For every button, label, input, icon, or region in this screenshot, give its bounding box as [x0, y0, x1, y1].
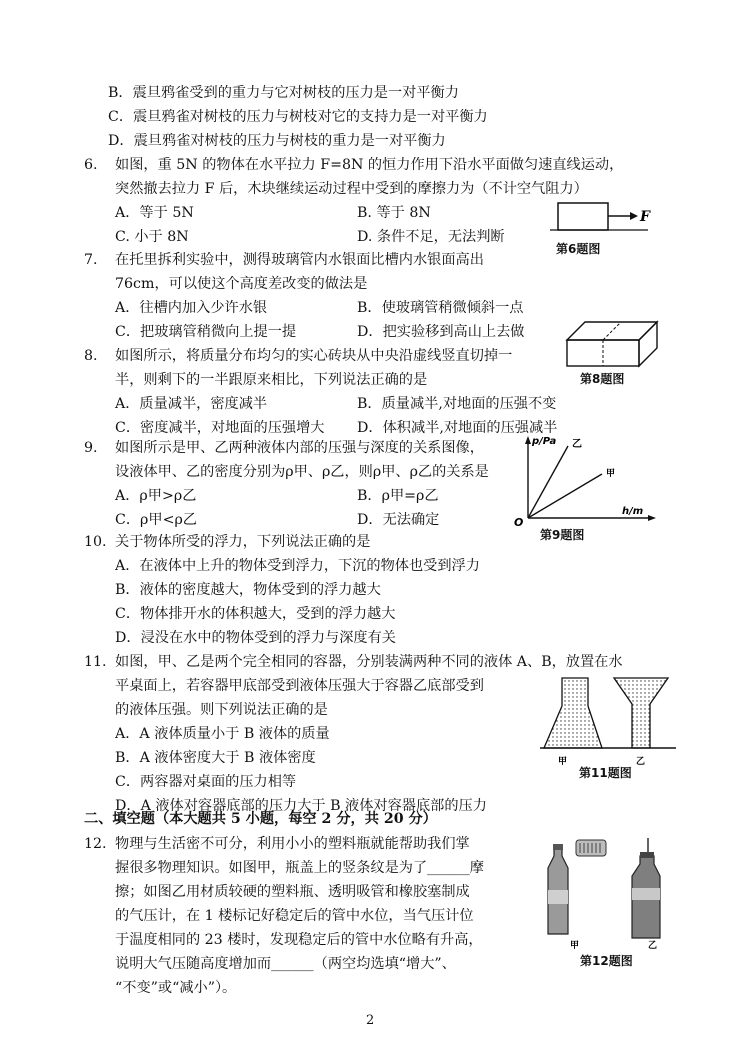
- q11-option-d: D．A 液体对容器底部的压力大于 B 液体对容器底部的压力: [115, 798, 487, 814]
- q10-option-a: A．在液体中上升的物体受到浮力，下沉的物体也受到浮力: [115, 558, 480, 574]
- q11-label-yi: 乙: [636, 757, 646, 767]
- q8-stem-line1: 如图所示，将质量分布均匀的实心砖块从中央沿虚线竖直切掉一: [115, 348, 513, 364]
- q5-option-c: C．震旦鸦雀对树枝的压力与树枝对它的支持力是一对平衡力: [108, 109, 488, 125]
- q6-stem-line2: 突然撤去拉力 F 后，木块继续运动过程中受到的摩擦力为（不计空气阻力）: [115, 181, 588, 197]
- q11-stem-line3: 的液体压强。则下列说法正确的是: [115, 702, 328, 718]
- q12-line3: 擦；如图乙用材质较硬的塑料瓶、透明吸管和橡胶塞制成: [115, 884, 470, 900]
- q9-number: 9.: [84, 440, 98, 456]
- q9-pressure-depth-graph: [510, 434, 660, 526]
- q5-option-d: D．震旦鸦雀对树枝的压力与树枝的重力是一对平衡力: [108, 133, 446, 149]
- q12-label-jia: 甲: [570, 941, 580, 950]
- q6-option-b: B. 等于 8N: [357, 205, 431, 221]
- q11-option-c: C．两容器对桌面的压力相等: [115, 774, 297, 790]
- q12-line2: 握很多物理知识。如图甲，瓶盖上的竖条纹是为了______摩: [115, 860, 484, 876]
- q10-stem: 关于物体所受的浮力，下列说法正确的是: [115, 534, 371, 550]
- q11-figure-containers: [540, 676, 680, 768]
- q6-force-label: F: [640, 209, 650, 225]
- q9-option-b: B．ρ甲=ρ乙: [357, 488, 439, 504]
- q12-line5: 于温度相同的 23 楼时，发现稳定后的管中水位略有升高，: [115, 932, 483, 948]
- q7-option-a: A．往槽内加入少许水银: [115, 300, 268, 316]
- q5-option-b: B．震旦鸦雀受到的重力与它对树枝的压力是一对平衡力: [108, 85, 459, 101]
- q6-option-a: A．等于 5N: [115, 205, 194, 221]
- q9-option-c: C．ρ甲<ρ乙: [115, 512, 197, 528]
- q8-option-a: A．质量减半，密度减半: [115, 396, 268, 412]
- q10-option-b: B．液体的密度越大，物体受到的浮力越大: [115, 582, 381, 598]
- q12-number: 12.: [84, 836, 107, 852]
- q12-caption: 第12题图: [580, 954, 633, 968]
- section-2-title: 二、填空题（本大题共 5 小题，每空 2 分，共 20 分）: [84, 811, 437, 827]
- q7-option-c: C．把玻璃管稍微向上提一提: [115, 324, 297, 340]
- q11-container-yi: [614, 678, 668, 748]
- q9-line-jia-label: 甲: [606, 469, 616, 479]
- q11-stem-line2: 平桌面上，若容器甲底部受到液体压强大于容器乙底部受到: [115, 678, 484, 694]
- q6-caption: 第6题图: [556, 242, 601, 256]
- q8-option-c: C．密度减半，对地面的压强增大: [115, 420, 325, 436]
- q9-x-axis-label: h/m: [622, 506, 644, 517]
- q8-option-b: B．质量减半,对地面的压强不变: [357, 396, 557, 412]
- page-number: 2: [366, 1013, 375, 1028]
- q8-figure-brick: [563, 318, 663, 370]
- q9-stem-line1: 如图所示是甲、乙两种液体内部的压强与深度的关系图像，: [115, 440, 484, 456]
- q9-option-a: A．ρ甲>ρ乙: [115, 488, 197, 504]
- q12-figure-bottles: [536, 838, 666, 950]
- q6-option-d: D. 条件不足，无法判断: [357, 229, 505, 245]
- q9-line-jia: [528, 474, 602, 518]
- q8-stem-line2: 半，则剩下的一半跟原来相比，下列说法正确的是: [115, 372, 428, 388]
- q11-option-b: B．A 液体密度大于 B 液体密度: [115, 750, 316, 766]
- q9-option-d: D．无法确定: [357, 512, 440, 528]
- q6-stem-line1: 如图，重 5N 的物体在水平拉力 F=8N 的恒力作用下沿水平面做匀速直线运动，: [115, 157, 624, 173]
- q6-number: 6.: [84, 157, 98, 173]
- q12-line7: “不变”或“减小”）。: [115, 980, 237, 996]
- q8-option-d: D．体积减半,对地面的压强减半: [357, 420, 558, 436]
- q9-line-yi: [528, 446, 568, 518]
- q7-option-d: D．把实验移到高山上去做: [357, 324, 525, 340]
- q6-figure-block: [548, 200, 658, 240]
- q11-number: 11.: [84, 654, 107, 670]
- q11-stem-line1: 如图，甲、乙是两个完全相同的容器，分别装满两种不同的液体 A、B，放置在水: [115, 654, 623, 670]
- q12-line1: 物理与生活密不可分，利用小小的塑料瓶就能帮助我们掌: [115, 836, 470, 852]
- q8-number: 8.: [84, 348, 98, 364]
- q12-line6: 说明大气压随高度增加而______（两空均选填“增大”、: [115, 956, 456, 972]
- q6-option-c: C. 小于 8N: [115, 229, 189, 245]
- q9-caption: 第9题图: [540, 528, 585, 542]
- q7-number: 7.: [84, 252, 98, 268]
- q7-option-b: B．使玻璃管稍微倾斜一点: [357, 300, 524, 316]
- q9-stem-line2: 设液体甲、乙的密度分别为ρ甲、ρ乙，则ρ甲、ρ乙的关系是: [115, 464, 489, 480]
- q10-option-d: D．浸没在水中的物体受到的浮力与深度有关: [115, 630, 396, 646]
- q12-label-yi: 乙: [648, 941, 658, 950]
- q11-option-a: A．A 液体质量小于 B 液体的质量: [115, 726, 330, 742]
- q7-stem-line2: 76cm，可以使这个高度差改变的做法是: [115, 276, 368, 292]
- q9-y-axis-label: p/Pa: [532, 436, 557, 447]
- q10-option-c: C．物体排开水的体积越大，受到的浮力越大: [115, 606, 396, 622]
- q7-stem-line1: 在托里拆利实验中，测得玻璃管内水银面比槽内水银面高出: [115, 252, 484, 268]
- q11-caption: 第11题图: [579, 766, 632, 780]
- q8-caption: 第8题图: [580, 372, 625, 386]
- q12-line4: 的气压计，在 1 楼标记好稳定后的管中水位，当气压计位: [115, 908, 474, 924]
- q10-number: 10.: [84, 534, 107, 550]
- q9-origin-label: O: [514, 516, 524, 526]
- q11-container-jia: [544, 678, 602, 748]
- q9-line-yi-label: 乙: [572, 439, 582, 450]
- q11-label-jia: 甲: [558, 757, 568, 767]
